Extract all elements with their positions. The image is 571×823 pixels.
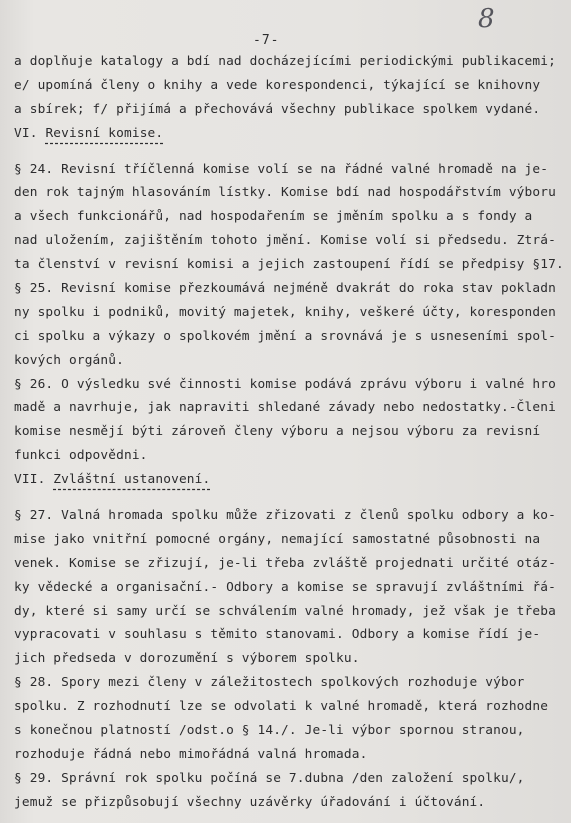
heading-spacer xyxy=(14,146,571,158)
text-line: dy, které si samy určí se schválením valné hromady, jež však je třeba xyxy=(14,603,556,619)
text-line: jemuž se přizpůsobují všechny uzávěrky úřadování i účtování. xyxy=(14,794,486,810)
heading-spacer xyxy=(14,492,571,504)
document-body xyxy=(14,50,571,815)
text-line: e/ upomíná členy o knihy a vede korespondenci, týkající se knihovny xyxy=(14,77,541,93)
section-number: VII. xyxy=(14,472,46,488)
text-line: jich předseda v dorozumění s výborem spolku. xyxy=(14,651,360,667)
text-line: den rok tajným hlasováním lístky. Komise bdí nad hospodářstvím výboru xyxy=(14,185,556,201)
text-line: s konečnou platností /odst.o § 14./. Je-li výbor spornou stranou, xyxy=(14,723,525,739)
text-line: § 29. Správní rok spolku počíná se 7.dubna /den založení spolku/, xyxy=(14,770,525,786)
text-line: mise jako vnitřní pomocné orgány, nemající samostatné působnosti na xyxy=(14,531,541,547)
text-line: § 26. O výsledku své činnosti komise podává zprávu výboru i valné hro xyxy=(14,376,556,392)
text-line: a sbírek; f/ přijímá a přechovává všechny publikace spolkem vydané. xyxy=(14,101,541,117)
text-line: kových orgánů. xyxy=(14,352,124,368)
text-line: ny spolku i podniků, movitý majetek, knihy, veškeré účty, koresponden xyxy=(14,304,556,320)
section-heading xyxy=(14,122,571,146)
text-line: § 28. Spory mezi členy v záležitostech spolkových rozhoduje výbor xyxy=(14,675,525,691)
text-line: funkci odpovědni. xyxy=(14,448,148,464)
text-line: rozhoduje řádná nebo mimořádná valná hromada. xyxy=(14,746,368,762)
text-line: nad uložením, zajištěním tohoto jmění. Komise volí si předsedu. Ztrá- xyxy=(14,233,556,249)
text-line: § 24. Revisní tříčlenná komise volí se na řádné valné hromadě na je- xyxy=(14,161,549,177)
section-number: VI. xyxy=(14,125,38,141)
text-line: a doplňuje katalogy a bdí nad docházejícími periodickými publikacemi; xyxy=(14,54,556,69)
page-number: -7- xyxy=(253,33,280,48)
section-title: Zvláštní ustanovení. xyxy=(53,472,211,488)
text-line: venek. Komise se zřizují, je-li třeba zvláště projednati určité otáz- xyxy=(14,555,556,571)
text-line: ta členství v revisní komisi a jejich zastoupení řídí se předpisy §17. xyxy=(14,257,564,273)
handwritten-folio-number: 8 xyxy=(478,4,495,34)
text-line: ci spolku a výkazy o spolkovém jmění a srovnává je s usneseními spol- xyxy=(14,328,556,344)
text-line: ky vědecké a organisační.- Odbory a komise se spravují zvláštními řá- xyxy=(14,579,556,595)
text-line: spolku. Z rozhodnutí lze se odvolati k valné hromadě, která rozhodne xyxy=(14,699,549,715)
text-line: komise nesmějí býti zároveň členy výboru a nejsou výboru za revisní xyxy=(14,424,541,440)
text-line: vypracovati v souhlasu s těmito stanovami. Odbory a komise řídí je- xyxy=(14,627,541,643)
text-line: § 27. Valná hromada spolku může zřizovati z členů spolku odbory a ko- xyxy=(14,508,556,524)
section-title: Revisní komise. xyxy=(45,125,164,141)
text-line: § 25. Revisní komise přezkoumává nejméně dvakrát do roka stav pokladn xyxy=(14,281,556,297)
section-heading xyxy=(14,468,571,492)
text-line: a všech funkcionářů, nad hospodařením se jměním spolku a s fondy a xyxy=(14,209,533,225)
text-line: madě a navrhuje, jak napraviti shledané závady nebo nedostatky.-Členi xyxy=(14,400,556,416)
